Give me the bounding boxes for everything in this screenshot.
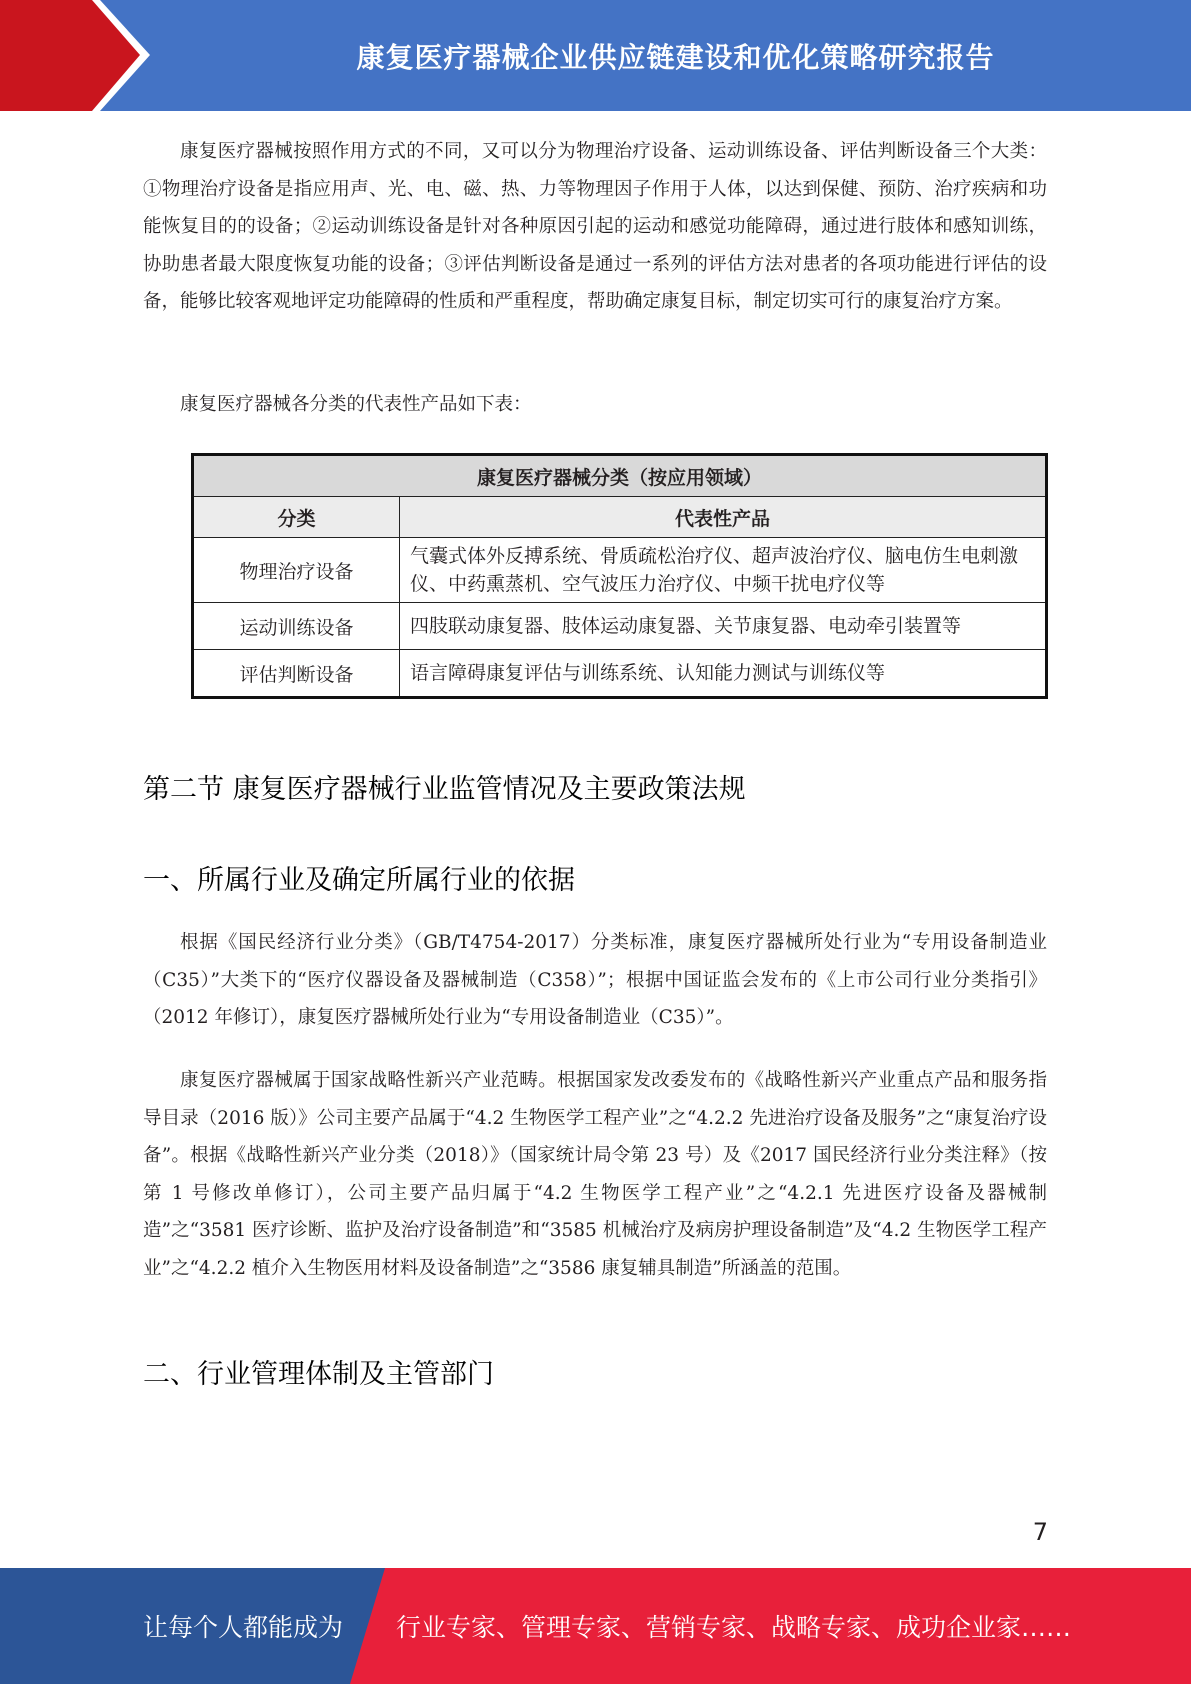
table-cell-products: 气囊式体外反搏系统、骨质疏松治疗仪、超声波治疗仪、脑电仿生电刺激仪、中药熏蒸机、空气波压力治疗仪、中频干扰电疗仪等 — [400, 538, 1047, 603]
table-row — [193, 538, 1047, 603]
subsection-heading-1: 一、所属行业及确定所属行业的依据 — [143, 865, 575, 896]
table-intro-wrap — [143, 386, 1047, 424]
table-title: 康复医疗器械分类（按应用领域） — [193, 455, 1047, 497]
table-header-category: 分类 — [193, 497, 400, 538]
table-header-products: 代表性产品 — [400, 497, 1047, 538]
page-footer — [0, 1568, 1191, 1684]
header-arrow-decoration — [0, 0, 180, 111]
report-title: 康复医疗器械企业供应链建设和优化策略研究报告 — [356, 40, 995, 74]
body-paragraph-1-wrap — [143, 133, 1047, 321]
table-cell-products: 四肢联动康复器、肢体运动康复器、关节康复器、电动牵引装置等 — [400, 603, 1047, 650]
classification-table-wrap — [191, 453, 1048, 699]
table-cell-products: 语言障碍康复评估与训练系统、认知能力测试与训练仪等 — [400, 650, 1047, 698]
table-cell-category: 运动训练设备 — [193, 603, 400, 650]
table-row — [193, 603, 1047, 650]
table-cell-category: 物理治疗设备 — [193, 538, 400, 603]
table-row — [193, 650, 1047, 698]
body-paragraph-3-wrap — [143, 924, 1047, 1037]
body-paragraph: 康复医疗器械属于国家战略性新兴产业范畴。根据国家发改委发布的《战略性新兴产业重点产品和服务指导目录（2016 版）》公司主要产品属于“4.2 生物医学工程产业”之“4.2.2 先进治疗设备及服务”之“康复治疗设备”。根据《战略性新兴产业分类（2018）》（国家统计局令第 23 号）及《2017 国民经济行业分类注释》（按第 1 号修改单修订），公司主要产品归属于“4.2 生物医学工程产业”之“4.2.1 先进医疗设备及器械制造”之“3581 医疗诊断、监护及治疗设备制造”和“3585 机械治疗及病房护理设备制造”及“4.2 生物医学工程产业”之“4.2.2 植介入生物医用材料及设备制造”之“3586 康复辅具制造”所涵盖的范围。 — [143, 1070, 1047, 1279]
body-paragraph: 康复医疗器械按照作用方式的不同，又可以分为物理治疗设备、运动训练设备、评估判断设备三个大类：①物理治疗设备是指应用声、光、电、磁、热、力等物理因子作用于人体，以达到保健、预防、治疗疾病和功能恢复目的的设备；②运动训练设备是针对各种原因引起的运动和感觉功能障碍，通过进行肢体和感知训练，协助患者最大限度恢复功能的设备；③评估判断设备是通过一系列的评估方法对患者的各项功能进行评估的设备，能够比较客观地评定功能障碍的性质和严重程度，帮助确定康复目标，制定切实可行的康复治疗方案。 — [143, 141, 1047, 312]
page-number: 7 — [1032, 1518, 1048, 1546]
page-header — [0, 0, 1191, 111]
body-paragraph: 根据《国民经济行业分类》（GB/T4754-2017）分类标准，康复医疗器械所处行业为“专用设备制造业（C35）”大类下的“医疗仪器设备及器械制造（C358）”；根据中国证监会发布的《上市公司行业分类指引》（2012 年修订），康复医疗器械所处行业为“专用设备制造业（C35）”。 — [143, 932, 1047, 1028]
section-heading: 第二节 康复医疗器械行业监管情况及主要政策法规 — [143, 774, 746, 805]
footer-slogan-left: 让每个人都能成为 — [143, 1613, 344, 1642]
body-paragraph-4-wrap — [143, 1062, 1047, 1287]
classification-table — [191, 453, 1048, 699]
subsection-heading-2: 二、行业管理体制及主管部门 — [143, 1359, 494, 1390]
footer-slogan-right: 行业专家、管理专家、营销专家、战略专家、成功企业家…… — [396, 1613, 1072, 1642]
table-intro-text: 康复医疗器械各分类的代表性产品如下表： — [180, 394, 532, 415]
table-cell-category: 评估判断设备 — [193, 650, 400, 698]
